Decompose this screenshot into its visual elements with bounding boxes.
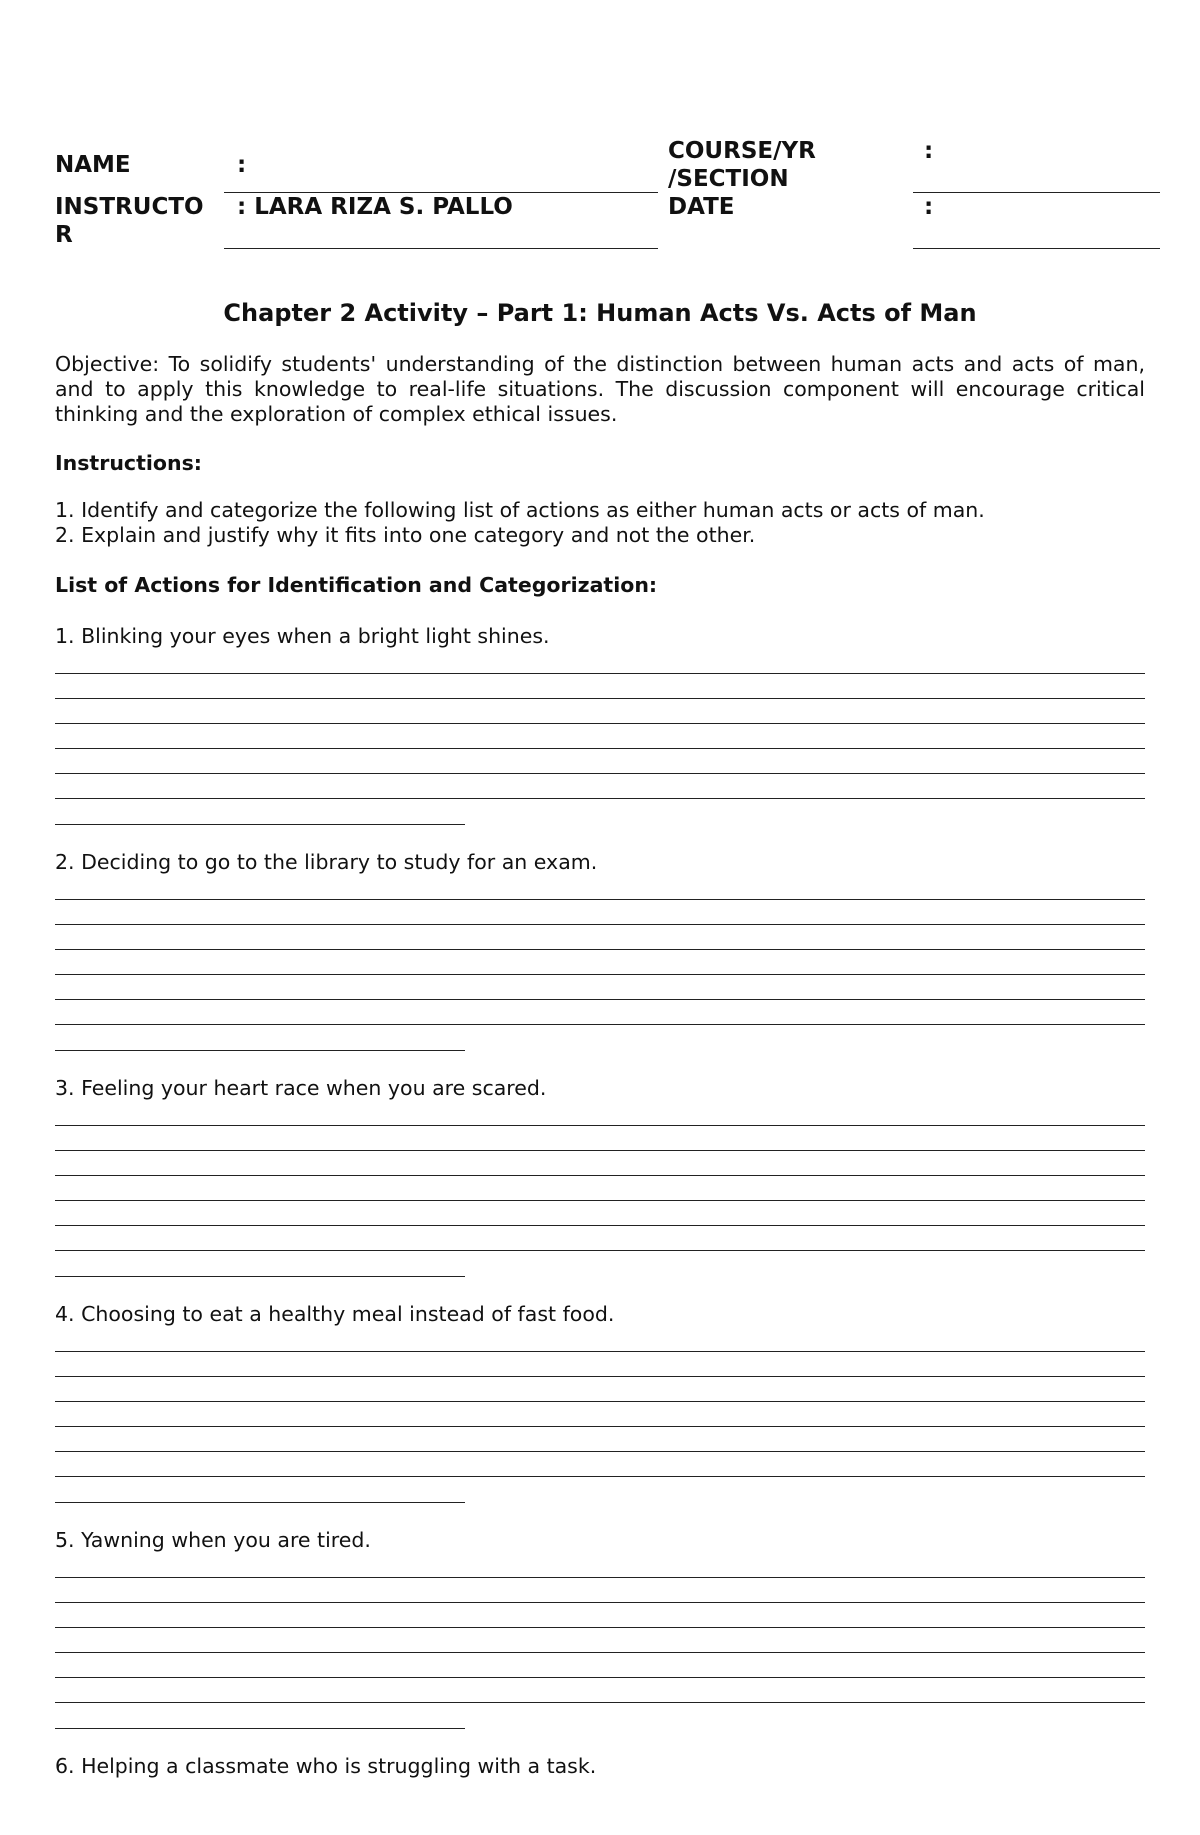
instruction-item-1: 1. Identify and categorize the following list of actions as either human acts or acts of man. <box>55 498 985 522</box>
answer-line[interactable] <box>55 899 1145 900</box>
action-item-5: 5. Yawning when you are tired. <box>55 1528 371 1552</box>
answer-line[interactable] <box>55 798 1145 799</box>
answer-line[interactable] <box>55 974 1145 975</box>
answer-line[interactable] <box>55 1376 1145 1377</box>
course-label-line1: COURSE/YR <box>668 138 816 164</box>
objective-paragraph: Objective: To solidify students' understanding of the distinction between human acts and acts of man, and to apply this knowledge to real-life situations. The discussion component will encourage critical thinking and the exploration of complex ethical issues. <box>55 352 1145 426</box>
answer-line[interactable] <box>55 924 1145 925</box>
answer-line[interactable] <box>55 999 1145 1000</box>
answer-line[interactable] <box>55 748 1145 749</box>
answer-line[interactable] <box>55 1652 1145 1653</box>
action-item-4: 4. Choosing to eat a healthy meal instead of fast food. <box>55 1302 615 1326</box>
course-colon: : <box>924 138 934 164</box>
answer-line[interactable] <box>55 1024 1145 1025</box>
instruction-item-2: 2. Explain and justify why it fits into one category and not the other. <box>55 523 756 547</box>
answer-line[interactable] <box>55 1351 1145 1352</box>
answer-line-short[interactable] <box>55 1276 465 1277</box>
course-label-line2: /SECTION <box>668 166 789 192</box>
answer-line[interactable] <box>55 1602 1145 1603</box>
action-item-2: 2. Deciding to go to the library to study for an exam. <box>55 850 598 874</box>
answer-line[interactable] <box>55 1125 1145 1126</box>
answer-line[interactable] <box>55 673 1145 674</box>
answer-line[interactable] <box>55 949 1145 950</box>
answer-line[interactable] <box>55 1627 1145 1628</box>
answer-line[interactable] <box>55 1200 1145 1201</box>
date-colon: : <box>924 194 934 220</box>
answer-line[interactable] <box>55 1225 1145 1226</box>
answer-line[interactable] <box>55 698 1145 699</box>
action-item-1: 1. Blinking your eyes when a bright light shines. <box>55 624 550 648</box>
instructor-value: : LARA RIZA S. PALLO <box>237 194 513 220</box>
answer-line-short[interactable] <box>55 1728 465 1729</box>
answer-line-short[interactable] <box>55 1050 465 1051</box>
answer-line[interactable] <box>55 1426 1145 1427</box>
answer-line[interactable] <box>55 1150 1145 1151</box>
instructions-heading: Instructions: <box>55 451 202 475</box>
answer-line-short[interactable] <box>55 824 465 825</box>
answer-line[interactable] <box>55 1175 1145 1176</box>
instructor-label-line1: INSTRUCTO <box>55 194 204 220</box>
action-item-3: 3. Feeling your heart race when you are scared. <box>55 1076 547 1100</box>
answer-line[interactable] <box>55 1577 1145 1578</box>
answer-line[interactable] <box>55 1677 1145 1678</box>
course-field-line[interactable] <box>913 192 1160 193</box>
answer-line[interactable] <box>55 723 1145 724</box>
list-heading: List of Actions for Identification and Categorization: <box>55 573 658 597</box>
date-field-line[interactable] <box>913 248 1160 249</box>
date-label: DATE <box>668 194 735 220</box>
answer-line[interactable] <box>55 773 1145 774</box>
answer-line[interactable] <box>55 1702 1145 1703</box>
answer-line-short[interactable] <box>55 1502 465 1503</box>
name-colon: : <box>237 152 247 178</box>
instructor-label-line2: R <box>55 222 73 248</box>
page-title: Chapter 2 Activity – Part 1: Human Acts Vs. Acts of Man <box>223 299 977 327</box>
answer-line[interactable] <box>55 1476 1145 1477</box>
action-item-6: 6. Helping a classmate who is struggling with a task. <box>55 1754 597 1778</box>
name-label: NAME <box>55 152 131 178</box>
answer-line[interactable] <box>55 1451 1145 1452</box>
instructor-field-line <box>224 248 658 249</box>
answer-line[interactable] <box>55 1250 1145 1251</box>
answer-line[interactable] <box>55 1401 1145 1402</box>
